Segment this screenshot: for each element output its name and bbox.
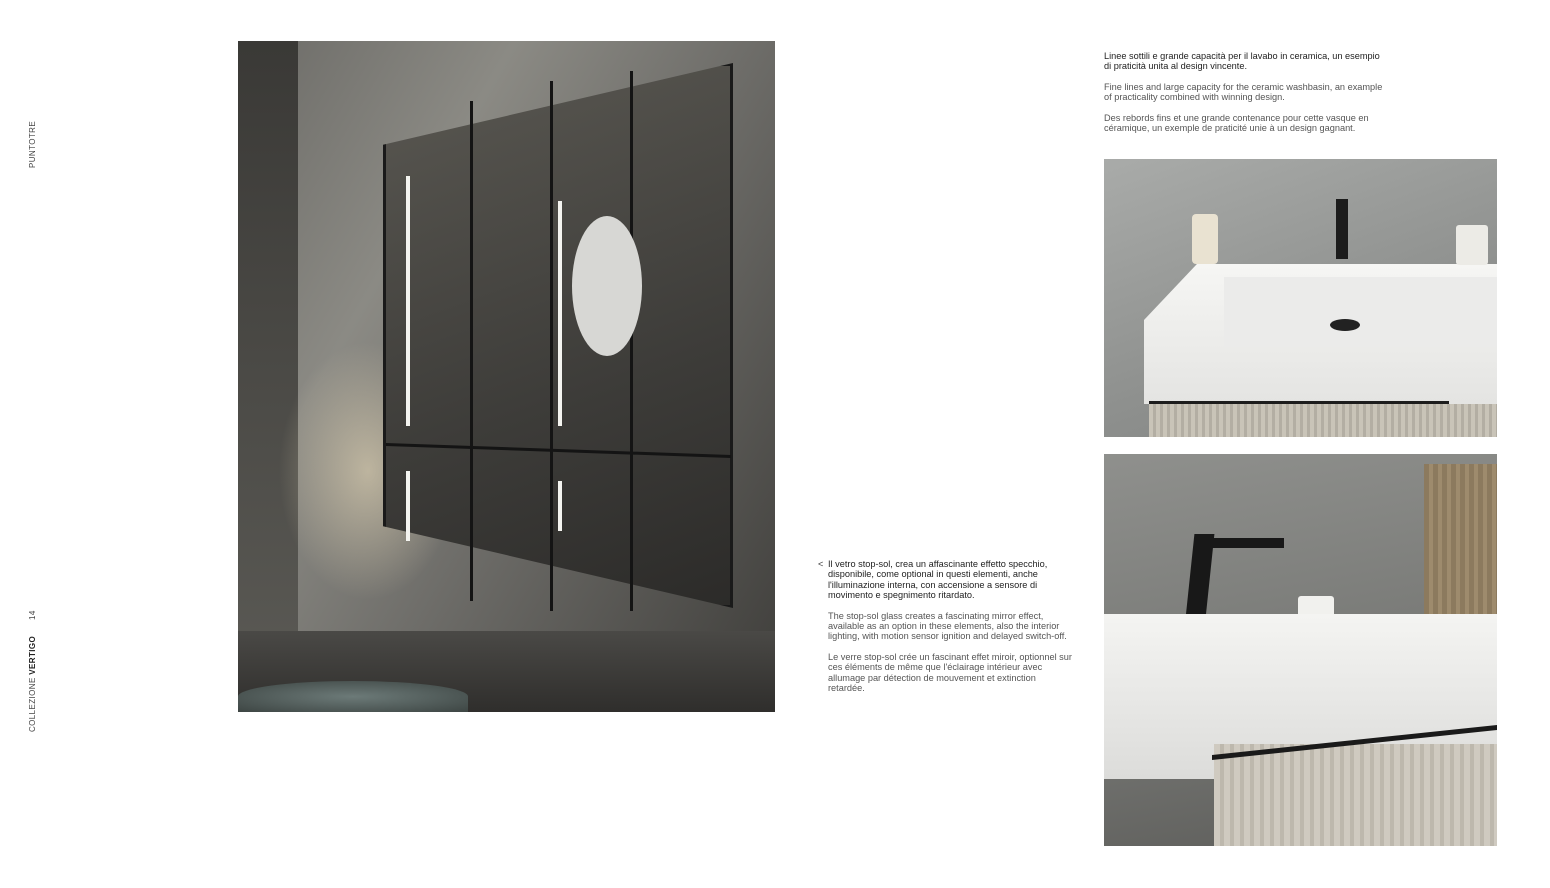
caption-washbasin xyxy=(1104,51,1389,143)
photo-mullion-1 xyxy=(470,101,473,601)
photo-cup xyxy=(1456,225,1488,265)
photo-led-strip-3 xyxy=(406,471,410,541)
photo-led-strip-2 xyxy=(558,201,562,426)
side-brand-label xyxy=(28,121,37,168)
photo-spout xyxy=(1194,538,1284,548)
caption-french: Des rebords fins et une grande contenance pour cette vasque en céramique, un exemple de praticité unie à un design gagnant. xyxy=(1104,112,1369,134)
brand-text: PUNTOTRE xyxy=(28,120,37,168)
collection-name: VERTIGO xyxy=(28,635,37,675)
photo-washbasin-detail xyxy=(1104,454,1497,846)
photo-mullion-2 xyxy=(550,81,553,611)
page-number xyxy=(28,610,37,620)
photo-cabinet xyxy=(1214,744,1497,846)
caption-italian: Il vetro stop-sol, crea un affascinante effetto specchio, disponibile, come optional in questi elementi, anche l'illuminazione interna, con accensione a sensore di movimento e spegnimento ritardato. xyxy=(828,559,1048,601)
photo-led-strip-4 xyxy=(558,481,562,531)
collection-prefix: COLLEZIONE xyxy=(28,677,37,732)
photo-washbasin-top xyxy=(1104,159,1497,437)
photo-led-strip-1 xyxy=(406,176,410,426)
photo-basin-inner xyxy=(1224,277,1497,347)
caption-french: Le verre stop-sol crée un fascinant effet miroir, optionnel sur ces éléments de même que l'éclairage intérieur avec allumage par détection de mouvement et extinction retardée. xyxy=(828,651,1072,694)
page-number-text: 14 xyxy=(28,610,37,620)
photo-rug xyxy=(238,681,468,712)
photo-cabinet xyxy=(1149,404,1497,437)
left-arrow-icon: < xyxy=(818,559,824,569)
caption-english: Fine lines and large capacity for the ceramic washbasin, an example of practicality combined with winning design. xyxy=(1104,81,1383,103)
photo-soap-bottle xyxy=(1192,214,1218,264)
photo-mullion-3 xyxy=(630,71,633,611)
photo-oval-mirror xyxy=(572,216,642,356)
caption-stop-sol-glass xyxy=(818,559,1073,703)
main-photo-glass-cabinet xyxy=(238,41,775,712)
caption-italian: Linee sottili e grande capacità per il lavabo in ceramica, un esempio di praticità unita al design vincente. xyxy=(1104,51,1380,72)
photo-tap xyxy=(1336,199,1348,259)
caption-english: The stop-sol glass creates a fascinating mirror effect, available as an option in these elements, also the interior lighting, with motion sensor ignition and delayed switch-off. xyxy=(828,610,1067,642)
photo-drain xyxy=(1330,319,1360,331)
side-collection-label xyxy=(28,636,37,732)
